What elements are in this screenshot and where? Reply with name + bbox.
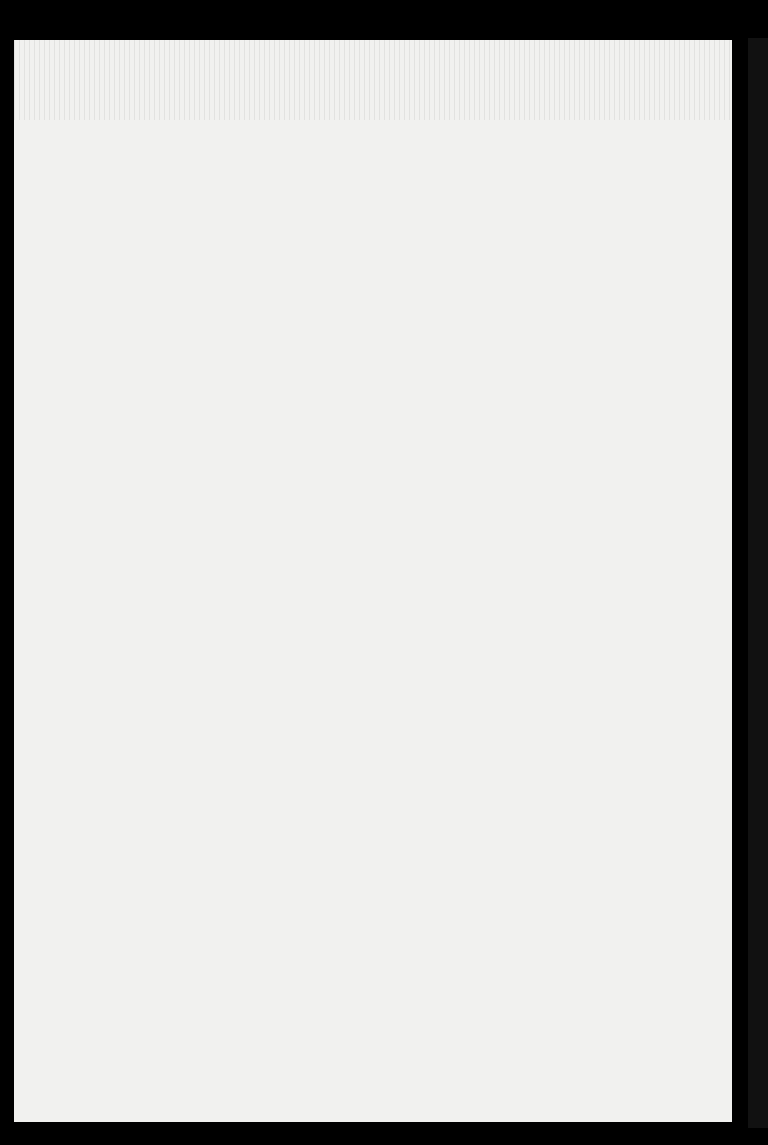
scan-border [748, 38, 768, 1128]
paper-texture [14, 40, 732, 120]
book-spine [736, 38, 748, 1128]
document-page [14, 40, 732, 1122]
